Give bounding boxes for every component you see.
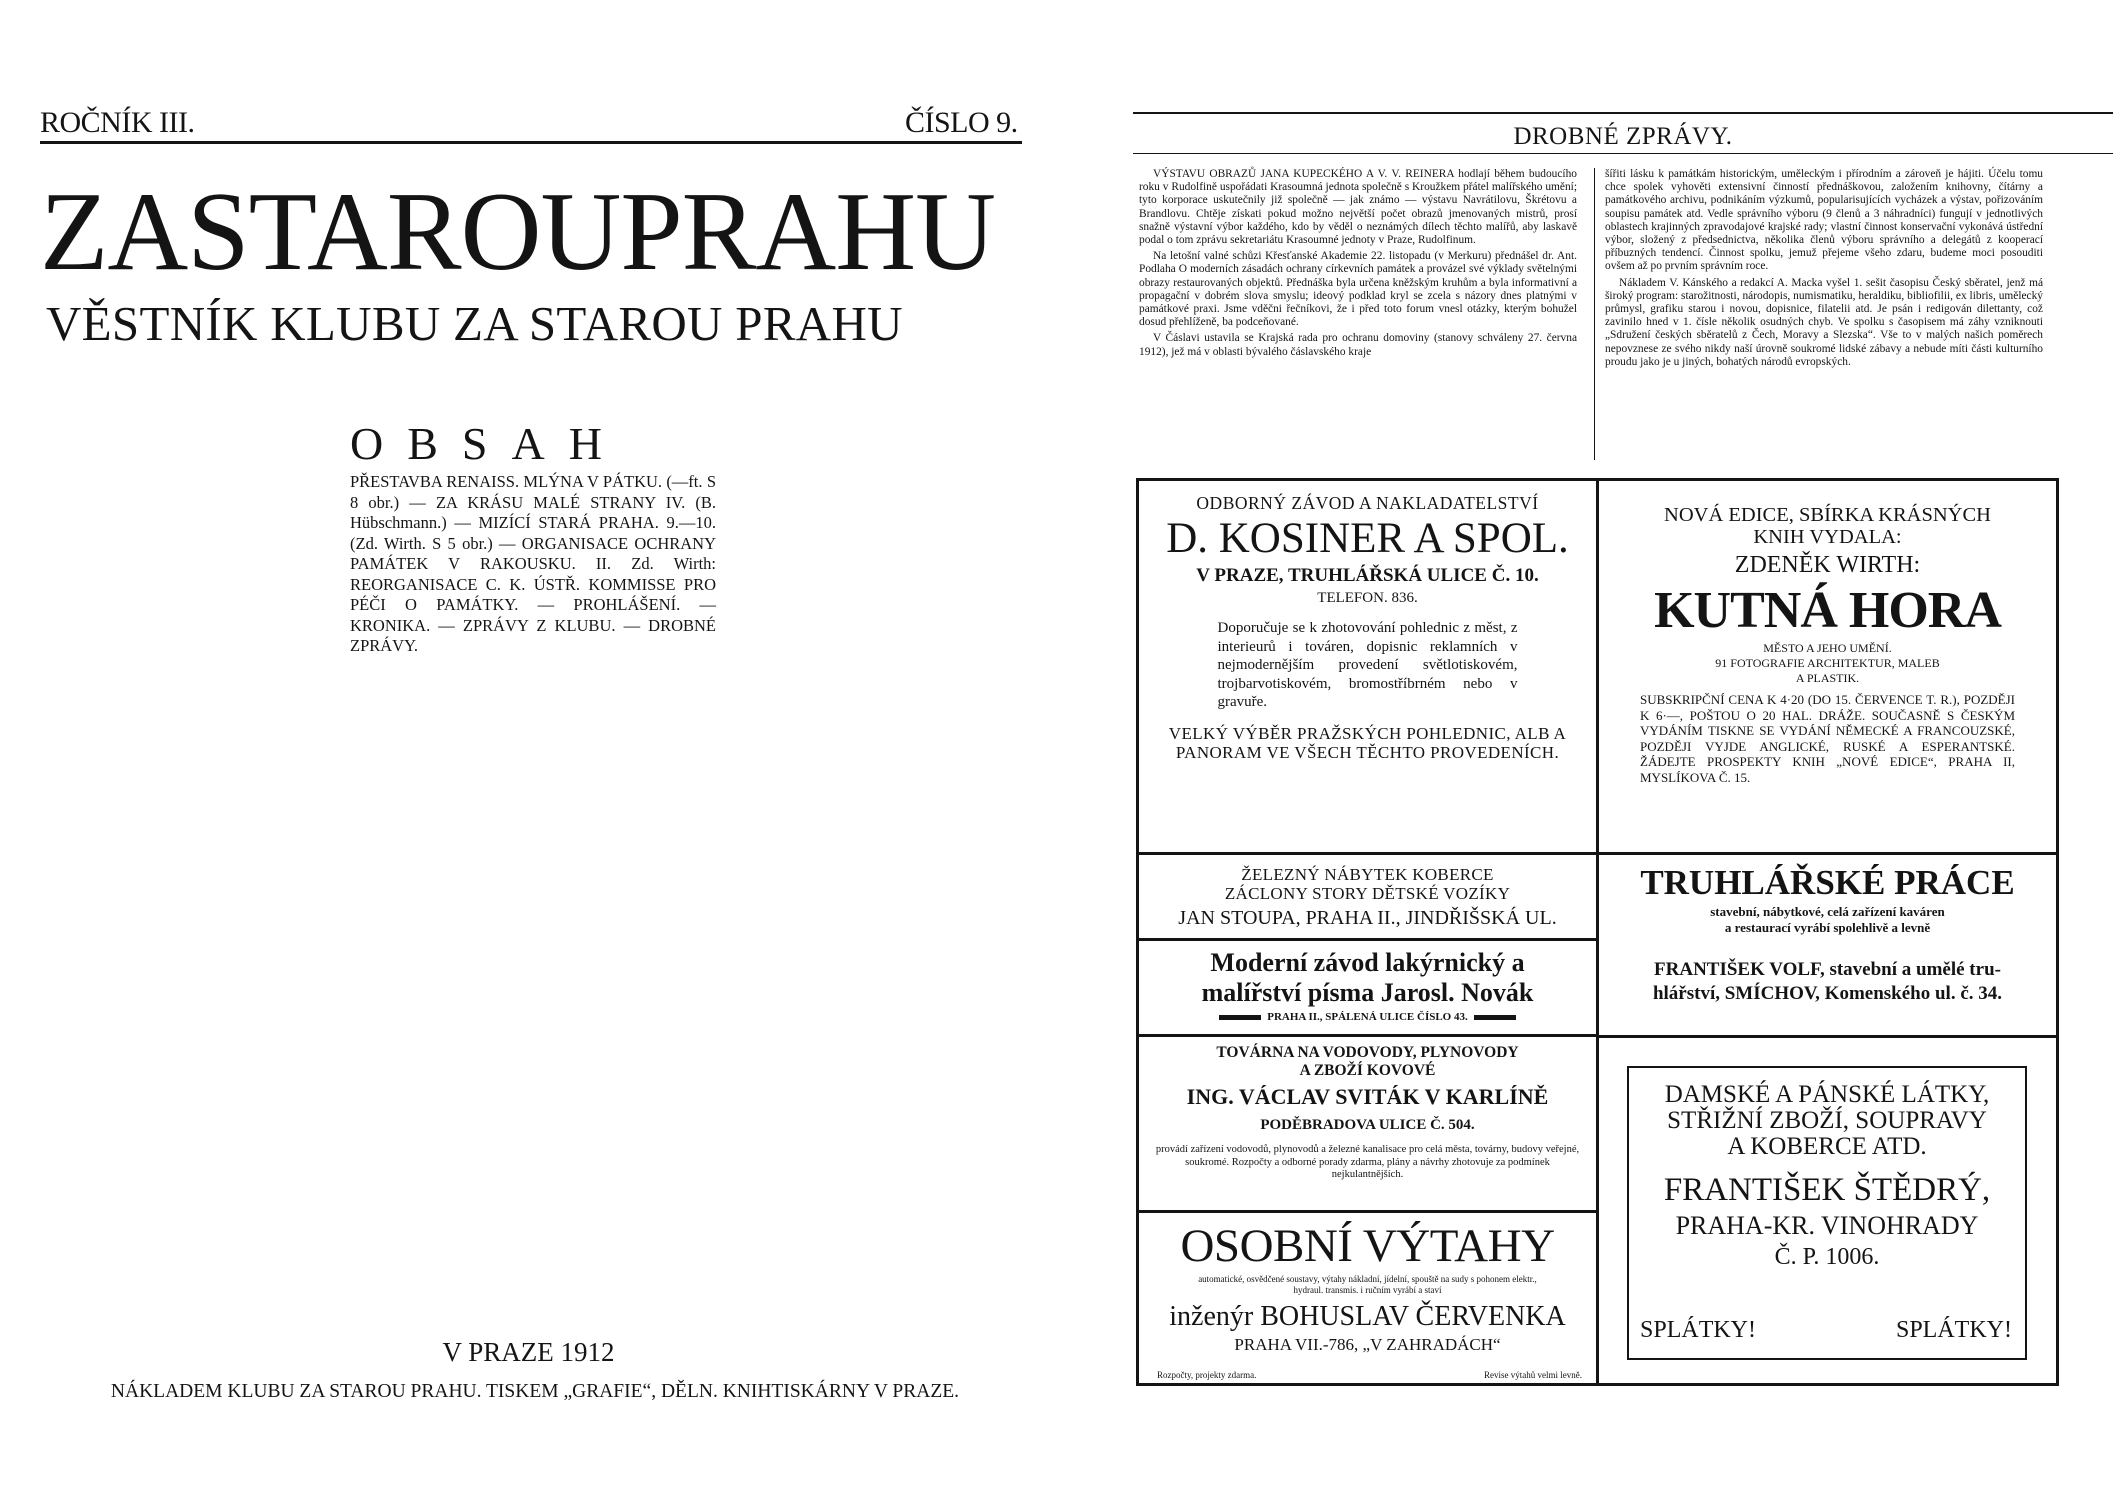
heading-rule xyxy=(1133,153,2113,154)
masthead-subtitle: VĚSTNÍK KLUBU ZA STAROU PRAHU xyxy=(46,296,903,351)
ad-kosiner-phone: TELEFON. 836. xyxy=(1317,590,1418,606)
column-divider xyxy=(1594,168,1595,460)
ad-novak xyxy=(1139,948,1596,1026)
decorative-bar xyxy=(1474,1015,1516,1020)
masthead-title: ZASTAROUPRAHU xyxy=(40,170,996,294)
news-paragraph: šířiti lásku k památkám historickým, uměleckým i přírodním a zároveň je hájiti. Účelu tomu chce spolek vyhověti extensivní činností přednáškovou, založením knihovny, čítárny a památkového archivu, podnikáním výzkumů, popularisujících vycházek a výstav, pořizováním soupisu památek atd. Vedle správního výboru (9 členů a 3 náhradníci) fungují v jednotlivých oblastech krajinných zpravodajové krajské rady; vlastní činnost konservační vykonává ústřední výbor, složený z předsednictva, několika členů výboru správního a delegátů z kooperací příbuzných tendencí. Činnost spolku, jemuž přejeme všeho zdaru, budeme moci posouditi ovšem až po prvním správním roce. xyxy=(1605,168,2043,273)
ad-kosiner-line1: ODBORNÝ ZÁVOD A NAKLADATELSTVÍ xyxy=(1196,493,1539,513)
ad-stedry-left: SPLÁTKY! xyxy=(1640,1317,1757,1343)
ad-vytahy-foot-right: Revise výtahů velmi levně. xyxy=(1484,1370,1582,1380)
ad-vytahy-title: OSOBNÍ VÝTAHY xyxy=(1180,1220,1555,1272)
ad-novak-line3: PRAHA II., SPÁLENÁ ULICE ČÍSLO 43. xyxy=(1267,1011,1468,1023)
ad-row-divider xyxy=(1136,852,2059,855)
ad-stoupa-line2: ZÁCLONY STORY DĚTSKÉ VOZÍKY xyxy=(1224,884,1511,903)
ad-divider xyxy=(1136,1210,1598,1213)
ad-kutna-hora xyxy=(1599,504,2056,785)
issue-label: ČÍSLO 9. xyxy=(905,106,1018,139)
ad-stedry-right: SPLÁTKY! xyxy=(1895,1317,2012,1343)
section-heading: DROBNÉ ZPRÁVY. xyxy=(1513,123,1733,150)
ad-vytahy-foot-left: Rozpočty, projekty zdarma. xyxy=(1157,1370,1257,1380)
news-paragraph: V Čáslavi ustavila se Krajská rada pro ochranu domoviny (stanovy schváleny 27. června 1912), jež má v oblasti bývalého čáslavského kraje xyxy=(1139,332,1577,358)
ad-kutna-title: KUTNÁ HORA xyxy=(1654,582,2001,639)
ad-kutna-subtitle: MĚSTO A JEHO UMĚNÍ. xyxy=(1763,641,1892,655)
ad-divider xyxy=(1136,938,1598,941)
news-paragraph: Nákladem V. Kánského a redakcí A. Macka vyšel 1. sešit časopisu Český sběratel, jenž má široký program: starožitnosti, národopis, numismatiku, heraldiku, bibliofilii, ex libris, umělecký průmysl, grafiku starou i novou, dopisnice, filatelii atd. Je psán i redigován dilettanty, což zavinilo hned v 1. čísle několik osudných chyb. Ve spolku s časopisem má záhy vzniknouti „Sdružení českých sběratelů z Čech, Moravy a Slezska“. Vše to v malých našich poměrech nepovznese ze svého nikdy naší úrovně soukromé lidské zábavy a nebude míti části kulturního proudu jako je u jiných, bohatých národů evropských. xyxy=(1605,276,2043,368)
ad-svitak-name: ING. VÁCLAV SVITÁK V KARLÍNĚ xyxy=(1186,1084,1549,1109)
ad-kutna-desc2: A PLASTIK. xyxy=(1795,671,1860,685)
ad-kutna-body: SUBSKRIPČNÍ CENA K 4·20 (DO 15. ČERVENCE T. R.), POZDĚJI K 6·—, POŠTOU O 20 HAL. DRÁŽE. SOUČASNĚ S ČESKÝM VYDÁNÍM TISKNE SE VYDÁNÍ NĚMECKÉ A FRANCOUZSKÉ, POZDĚJI VYJDE ANGLICKÉ, RUSKÉ A ESPERANTSKÉ. ŽÁDEJTE PROSPEKTY KNIH „NOVÉ EDICE“, PRAHA II, MYSLÍKOVA Č. 15. xyxy=(1640,692,2015,785)
ad-svitak-address: PODĚBRADOVA ULICE Č. 504. xyxy=(1260,1117,1475,1133)
ad-divider xyxy=(1136,1034,1598,1037)
contents-text: PŘESTAVBA RENAISS. MLÝNA V PÁTKU. (—ft. S 8 obr.) — ZA KRÁSU MALÉ STRANY IV. (B. Hübschmann.) — MIZÍCÍ STARÁ PRAHA. 9.—10. (Zd. Wirth. S 5 obr.) — ORGANISACE OCHRANY PAMÁTEK V RAKOUSKU. II. Zd. Wirth: REORGANISACE C. K. ÚSTŘ. KOMMISSE PRO PÉČI O PAMÁTKY. — PROHLÁŠENÍ. — KRONIKA. — ZPRÁVY Z KLUBU. — DROBNÉ ZPRÁVY. xyxy=(350,472,716,655)
news-paragraph: Na letošní valné schůzi Křesťanské Akademie 22. listopadu (v Merkuru) přednášel dr. Ant. Podlaha O moderních zásadách ochrany církevních památek a provázel své výklady světelnými obrazy restaurovaných objektů. Přednáška byla určena kněžským kruhům a byla informativní a propagační v dobrém slova smyslu; ideový podklad kryl se zcela s názory dnes platnými v památkové praxi. Jsme vděčni řečníkovi, že i před toto forum vnesl otázky, kterým bohužel dosud přehlíženě, ba podceňované. xyxy=(1139,250,1577,329)
volume-label: ROČNÍK III. xyxy=(40,106,195,139)
ad-truhlarske-line4: hlářství, SMÍCHOV, Komenského ul. č. 34. xyxy=(1652,983,2003,1004)
decorative-bar xyxy=(1219,1015,1261,1020)
ad-kutna-author: ZDENĚK WIRTH: xyxy=(1734,552,1921,578)
place-year: V PRAZE 1912 xyxy=(442,1337,615,1367)
news-column-left xyxy=(1139,168,1577,362)
ad-novak-line1: Moderní závod lakýrnický a xyxy=(1210,948,1525,977)
header-rule xyxy=(40,141,1022,144)
ad-svitak-line2: A ZBOŽÍ KOVOVÉ xyxy=(1299,1062,1436,1079)
ad-stoupa-line3: JAN STOUPA, PRAHA II., JINDŘIŠSKÁ UL. xyxy=(1178,907,1557,929)
right-page xyxy=(1057,0,2114,1500)
ad-vytahy xyxy=(1139,1220,1596,1356)
ad-truhlarske-title: TRUHLÁŘSKÉ PRÁCE xyxy=(1640,863,2015,902)
news-paragraph: VÝSTAVU OBRAZŮ JANA KUPECKÉHO A V. V. REINERA hodlají během budoucího roku v Rudolfině uspořádati Krasoumná jednota společně s Kroužkem přátel malířského umění; tyto korporace uskutečnily již společně — jak známo — výstavu Navrátilovu, Škrétovu a Brandlovu. Chtěje získati pokud možno největší počet obrazů jmenovaných mistrů, prosí snažně výstavní výbor každého, kdo by věděl o neznámých dílech těchto malířů, aby laskavě podal o tom zprávu sekretariátu Krasoumné jednoty v Praze, Rudolfinum. xyxy=(1139,168,1577,247)
ad-truhlarske xyxy=(1599,862,2056,1006)
ad-novak-line3-row xyxy=(1139,1008,1596,1026)
top-rule xyxy=(1133,112,2113,114)
ad-kosiner xyxy=(1139,492,1596,763)
ad-kutna-line2: KNIH VYDALA: xyxy=(1753,526,1902,548)
ad-vytahy-address: PRAHA VII.-786, „V ZAHRADÁCH“ xyxy=(1234,1335,1501,1354)
ad-svitak xyxy=(1139,1044,1596,1182)
ad-truhlarske-line3: FRANTIŠEK VOLF, stavební a umělé tru- xyxy=(1654,959,2001,980)
ad-vytahy-body: automatické, osvědčené soustavy, výtahy nákladní, jídelní, spouště na sudy s pohonem elektr., hydraul. transmis. i ručním vyrábí a staví xyxy=(1198,1274,1537,1295)
contents-heading: OBSAH xyxy=(350,418,626,469)
ad-svitak-line1: TOVÁRNA NA VODOVODY, PLYNOVODY xyxy=(1216,1044,1519,1061)
publisher-line: NÁKLADEM KLUBU ZA STAROU PRAHU. TISKEM „GRAFIE“, DĚLN. KNIHTISKÁRNY V PRAZE. xyxy=(110,1381,960,1402)
ad-kutna-line1: NOVÁ EDICE, SBÍRKA KRÁSNÝCH xyxy=(1664,504,1991,526)
ad-stoupa-line1: ŽELEZNÝ NÁBYTEK KOBERCE xyxy=(1241,865,1494,884)
ad-kosiner-footer: VELKÝ VÝBĚR PRAŽSKÝCH POHLEDNIC, ALB A PANORAM VE VŠECH TĚCHTO PROVEDENÍCH. xyxy=(1168,723,1567,762)
ad-stedry-number: Č. P. 1006. xyxy=(1774,1244,1880,1270)
ad-stedry-line1: DAMSKÉ A PÁNSKÉ LÁTKY, xyxy=(1664,1081,1990,1108)
ad-stedry-line2: STŘIŽNÍ ZBOŽÍ, SOUPRAVY xyxy=(1667,1107,1987,1134)
ad-stedry-line3: A KOBERCE ATD. xyxy=(1727,1133,1927,1160)
ad-divider xyxy=(1597,1035,2059,1038)
ad-kutna-desc1: 91 FOTOGRAFIE ARCHITEKTUR, MALEB xyxy=(1715,656,1940,670)
ad-vytahy-name: inženýr BOHUSLAV ČERVENKA xyxy=(1169,1301,1566,1332)
ad-kosiner-name: D. KOSINER A SPOL. xyxy=(1166,515,1569,562)
ad-kosiner-address: V PRAZE, TRUHLÁŘSKÁ ULICE Č. 10. xyxy=(1196,565,1539,586)
ad-kosiner-body: Doporučuje se k zhotovování pohlednic z měst, z interieurů i továren, dopisnic reklamních v nejmodernějším provedení světlotiskovém, trojbarvotiskovém, bromostříbrném nebo v gravuře. xyxy=(1217,620,1518,710)
news-column-right xyxy=(1605,168,2043,372)
ad-novak-line2: malířství písma Jarosl. Novák xyxy=(1201,978,1534,1007)
ad-stedry-address: PRAHA-KR. VINOHRADY xyxy=(1675,1211,1979,1240)
ad-truhlarske-line1: stavební, nábytkové, celá zařízení kaváren xyxy=(1710,904,1945,919)
ad-stoupa xyxy=(1139,866,1596,933)
ad-svitak-body: provádí zařízení vodovodů, plynovodů a železné kanalisace pro celá města, továrny, budovy veřejné, soukromé. Rozpočty a odborné porady zdarma, plány a návrhy zhotovuje za podmínek nejkulantnějších. xyxy=(1155,1144,1580,1180)
ad-stedry-name: FRANTIŠEK ŠTĚDRÝ, xyxy=(1663,1172,1991,1208)
ad-truhlarske-line2: a restaurací vyrábí spolehlivě a levně xyxy=(1724,920,1931,935)
